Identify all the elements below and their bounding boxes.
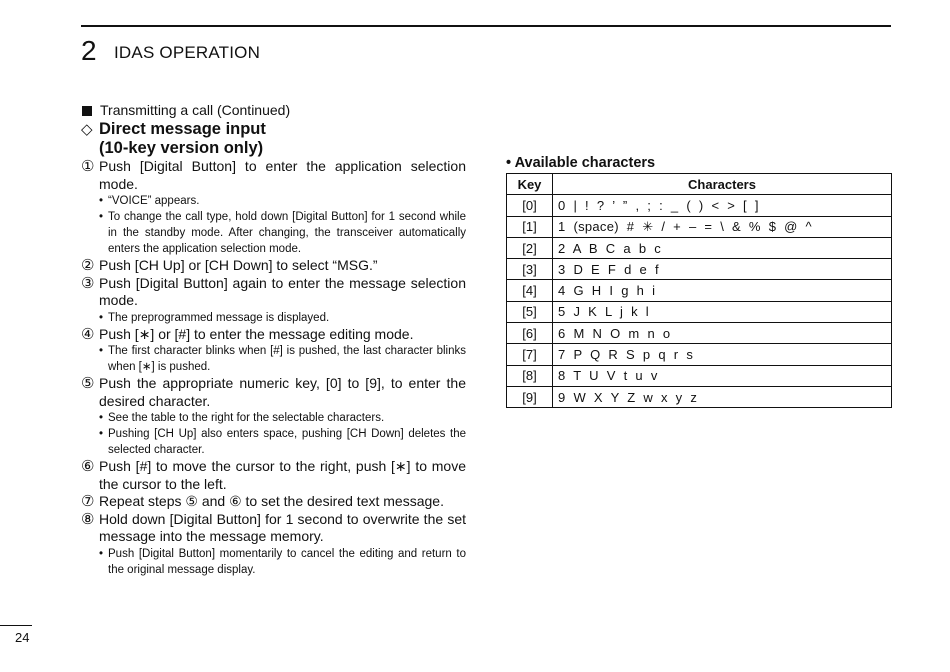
step-text: Hold down [Digital Button] for 1 second to overwrite the set message into the message memory. xyxy=(99,510,466,544)
characters-cell: 5 J K L j k l xyxy=(553,301,892,322)
characters-column-header: Characters xyxy=(553,174,892,195)
square-bullet-icon xyxy=(82,106,92,116)
footer-rule xyxy=(0,625,32,626)
characters-cell: 8 T U V t u v xyxy=(553,365,892,386)
key-cell: [8] xyxy=(507,365,553,386)
step-text: Push the appropriate numeric key, [0] to [9], to enter the desired character. xyxy=(99,375,466,409)
header-rule xyxy=(81,25,891,27)
section-title-line2: (10-key version only) xyxy=(99,139,264,157)
step-note: • “VOICE” appears. xyxy=(99,193,466,209)
page-number: 24 xyxy=(15,630,30,645)
section-title xyxy=(81,120,466,158)
step-text: Push [Digital Button] to enter the application selection mode. xyxy=(99,158,466,192)
table-row xyxy=(507,216,892,237)
step-number: ⑤ xyxy=(81,375,95,392)
step-text: Repeat steps ⑤ and ⑥ to set the desired text message. xyxy=(99,493,444,509)
table-row xyxy=(507,195,892,216)
key-cell: [4] xyxy=(507,280,553,301)
step-note: • Pushing [CH Up] also enters space, pushing [CH Down] deletes the selected character. xyxy=(99,428,466,456)
characters-cell: 1 (space) # ✳ / + – = \ & % $ @ ^ xyxy=(553,216,892,237)
characters-column xyxy=(506,154,892,408)
key-cell: [0] xyxy=(507,195,553,216)
step-text: Push [Digital Button] again to enter the message selection mode. xyxy=(99,274,466,308)
step-text: Push [CH Up] or [CH Down] to select “MSG.” xyxy=(99,257,378,273)
characters-cell: 7 P Q R S p q r s xyxy=(553,344,892,365)
key-cell: [6] xyxy=(507,323,553,344)
step-note: • See the table to the right for the selectable characters. xyxy=(99,410,466,426)
step-item xyxy=(81,458,466,493)
table-row xyxy=(507,386,892,407)
characters-heading: • Available characters xyxy=(506,155,656,171)
step-item xyxy=(81,158,466,193)
characters-cell: 4 G H I g h i xyxy=(553,280,892,301)
characters-cell: 2 A B C a b c xyxy=(553,237,892,258)
step-note-text: Push [Digital Button] momentarily to cancel the editing and return to the original message display. xyxy=(108,547,466,576)
subsection-text: Transmitting a call (Continued) xyxy=(100,102,291,118)
steps-list xyxy=(81,158,466,578)
key-column-header: Key xyxy=(507,174,553,195)
characters-cell: 9 W X Y Z w x y z xyxy=(553,386,892,407)
table-header-row xyxy=(507,174,892,195)
key-cell: [3] xyxy=(507,259,553,280)
step-note-text: The preprogrammed message is displayed. xyxy=(108,311,330,324)
step-number: ③ xyxy=(81,274,95,292)
key-cell: [2] xyxy=(507,237,553,258)
diamond-icon: ◇ xyxy=(81,121,93,138)
step-item xyxy=(81,275,466,310)
table-row xyxy=(507,259,892,280)
table-row xyxy=(507,237,892,258)
step-note-text: See the table to the right for the selectable characters. xyxy=(108,412,385,424)
step-note: • Push [Digital Button] momentarily to cancel the editing and return to the original message display. xyxy=(99,547,466,576)
characters-cell: 6 M N O m n o xyxy=(553,323,892,344)
subsection-heading xyxy=(81,101,466,120)
key-cell: [9] xyxy=(507,386,553,407)
step-note: • The first character blinks when [#] is pushed, the last character blinks when [∗] is pushed. xyxy=(99,345,466,373)
section-title-line1: Direct message input xyxy=(99,120,266,138)
key-cell: [1] xyxy=(507,216,553,237)
characters-cell: 0 | ! ? ’ ” , ; : _ ( ) < > [ ] xyxy=(553,195,892,216)
step-item xyxy=(81,257,466,275)
table-row xyxy=(507,365,892,386)
table-row xyxy=(507,323,892,344)
step-note-text: “VOICE” appears. xyxy=(108,195,200,207)
table-row xyxy=(507,301,892,322)
step-note-text: To change the call type, hold down [Digital Button] for 1 second while in the standby mode. After changing, the transceiver automatically enters the application selection mode. xyxy=(108,211,466,255)
chapter-title: IDAS OPERATION xyxy=(114,43,261,62)
chapter-number: 2 xyxy=(81,35,97,66)
characters-table xyxy=(506,173,892,408)
step-note-text: The first character blinks when [#] is pushed, the last character blinks when [∗] is pushed. xyxy=(108,345,466,373)
step-text: Push [∗] or [#] to enter the message editing mode. xyxy=(99,325,414,342)
step-number: ⑧ xyxy=(81,510,95,528)
step-number: ④ xyxy=(81,325,95,343)
step-note: • The preprogrammed message is displayed. xyxy=(99,310,466,326)
characters-cell: 3 D E F d e f xyxy=(553,259,892,280)
step-item xyxy=(81,493,466,511)
step-number: ① xyxy=(81,158,95,175)
step-number: ② xyxy=(81,257,95,274)
step-text: Push [#] to move the cursor to the right, push [∗] to move the cursor to the left. xyxy=(99,458,466,492)
step-number: ⑦ xyxy=(81,493,95,510)
step-note-text: Pushing [CH Up] also enters space, pushing [CH Down] deletes the selected character. xyxy=(108,428,466,456)
step-item xyxy=(81,511,466,546)
table-row xyxy=(507,344,892,365)
step-item xyxy=(81,326,466,344)
instructions-column xyxy=(81,101,466,578)
key-cell: [5] xyxy=(507,301,553,322)
table-row xyxy=(507,280,892,301)
step-number: ⑥ xyxy=(81,458,95,475)
step-item xyxy=(81,375,466,410)
step-note: • To change the call type, hold down [Digital Button] for 1 second while in the standby mode. After changing, the transceiver automatically enters the application selection mode. xyxy=(99,211,466,255)
key-cell: [7] xyxy=(507,344,553,365)
